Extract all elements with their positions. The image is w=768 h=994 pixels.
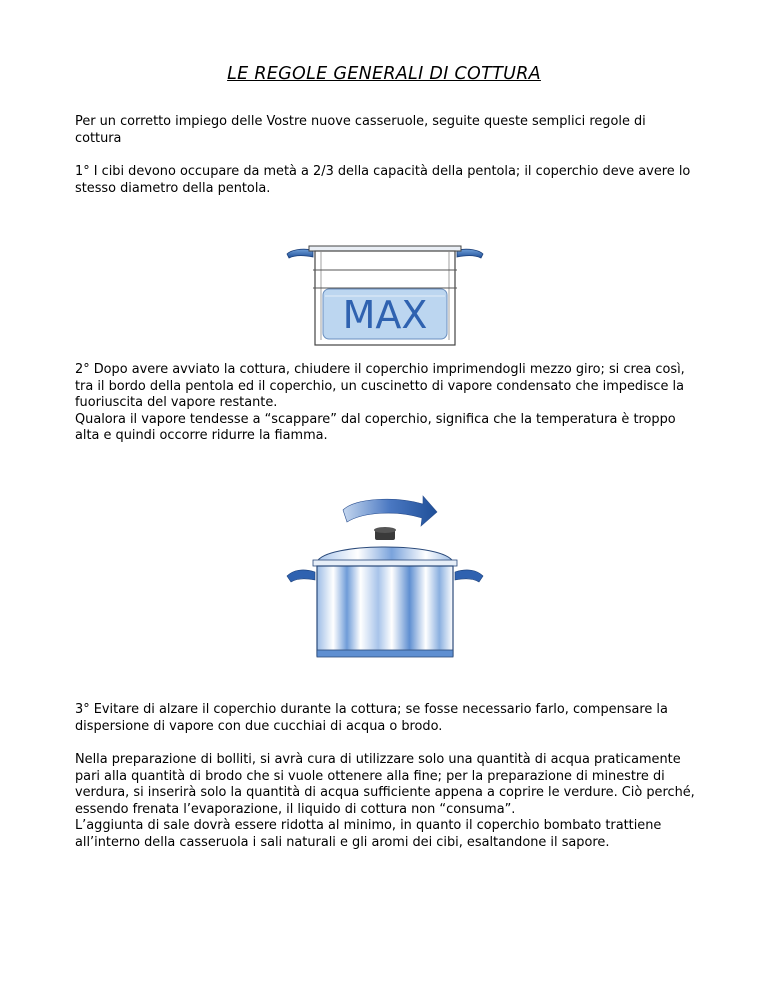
max-label: MAX (342, 293, 428, 337)
right-pot-handle-shape (455, 570, 483, 582)
rotation-arrow-icon (343, 496, 437, 526)
rule-3-paragraph (75, 702, 695, 735)
rule-2-text-2: Qualora il vapore tendesse a “scappare” dal coperchio, significa che la temperatura è troppo alta e quindi occorre ridurre la fiamma. (75, 411, 676, 443)
closing-text-1: Nella preparazione di bolliti, si avrà cura di utilizzare solo una quantità di acqua praticamente pari alla quantità di brodo che si vuole ottenere alla fine; per la preparazione di minestre di verdura, si inserirà solo la quantità di acqua sufficiente appena a coprire le verdure. Ciò perché, essendo frenata l’evaporazione, il liquido di cottura non “consuma”. (75, 752, 695, 817)
page-title: LE REGOLE GENERALI DI COTTURA (227, 64, 541, 84)
intro-paragraph (75, 114, 695, 147)
closing-text-2: L’aggiunta di sale dovrà essere ridotta al minimo, in quanto il coperchio bombato trattiene all’interno della casseruola i sali naturali e gli aromi dei cibi, esaltandone il sapore. (75, 818, 662, 850)
pot-max-level-illustration (285, 240, 485, 350)
rule-3-text: 3° Evitare di alzare il coperchio durante la cottura; se fosse necessario farlo, compensare la dispersione di vapore con due cucchiai di acqua o brodo. (75, 702, 668, 734)
closing-paragraph (75, 752, 695, 851)
rule-2-text-1: 2° Dopo avere avviato la cottura, chiudere il coperchio imprimendogli mezzo giro; si crea così, tra il bordo della pentola ed il coperchio, un cuscinetto di vapore condensato che impedisce la fuoriuscita del vapore restante. (75, 362, 685, 410)
intro-text: Per un corretto impiego delle Vostre nuove casseruole, seguite queste semplici regole di cottura (75, 114, 646, 146)
rule-1-text: 1° I cibi devono occupare da metà a 2/3 della capacità della pentola; il coperchio deve avere lo stesso diametro della pentola. (75, 164, 691, 196)
rule-1-paragraph (75, 164, 695, 197)
left-pot-handle-shape (287, 570, 315, 582)
pot-lid-rotation-illustration (285, 490, 485, 665)
rule-2-paragraph (75, 362, 695, 445)
